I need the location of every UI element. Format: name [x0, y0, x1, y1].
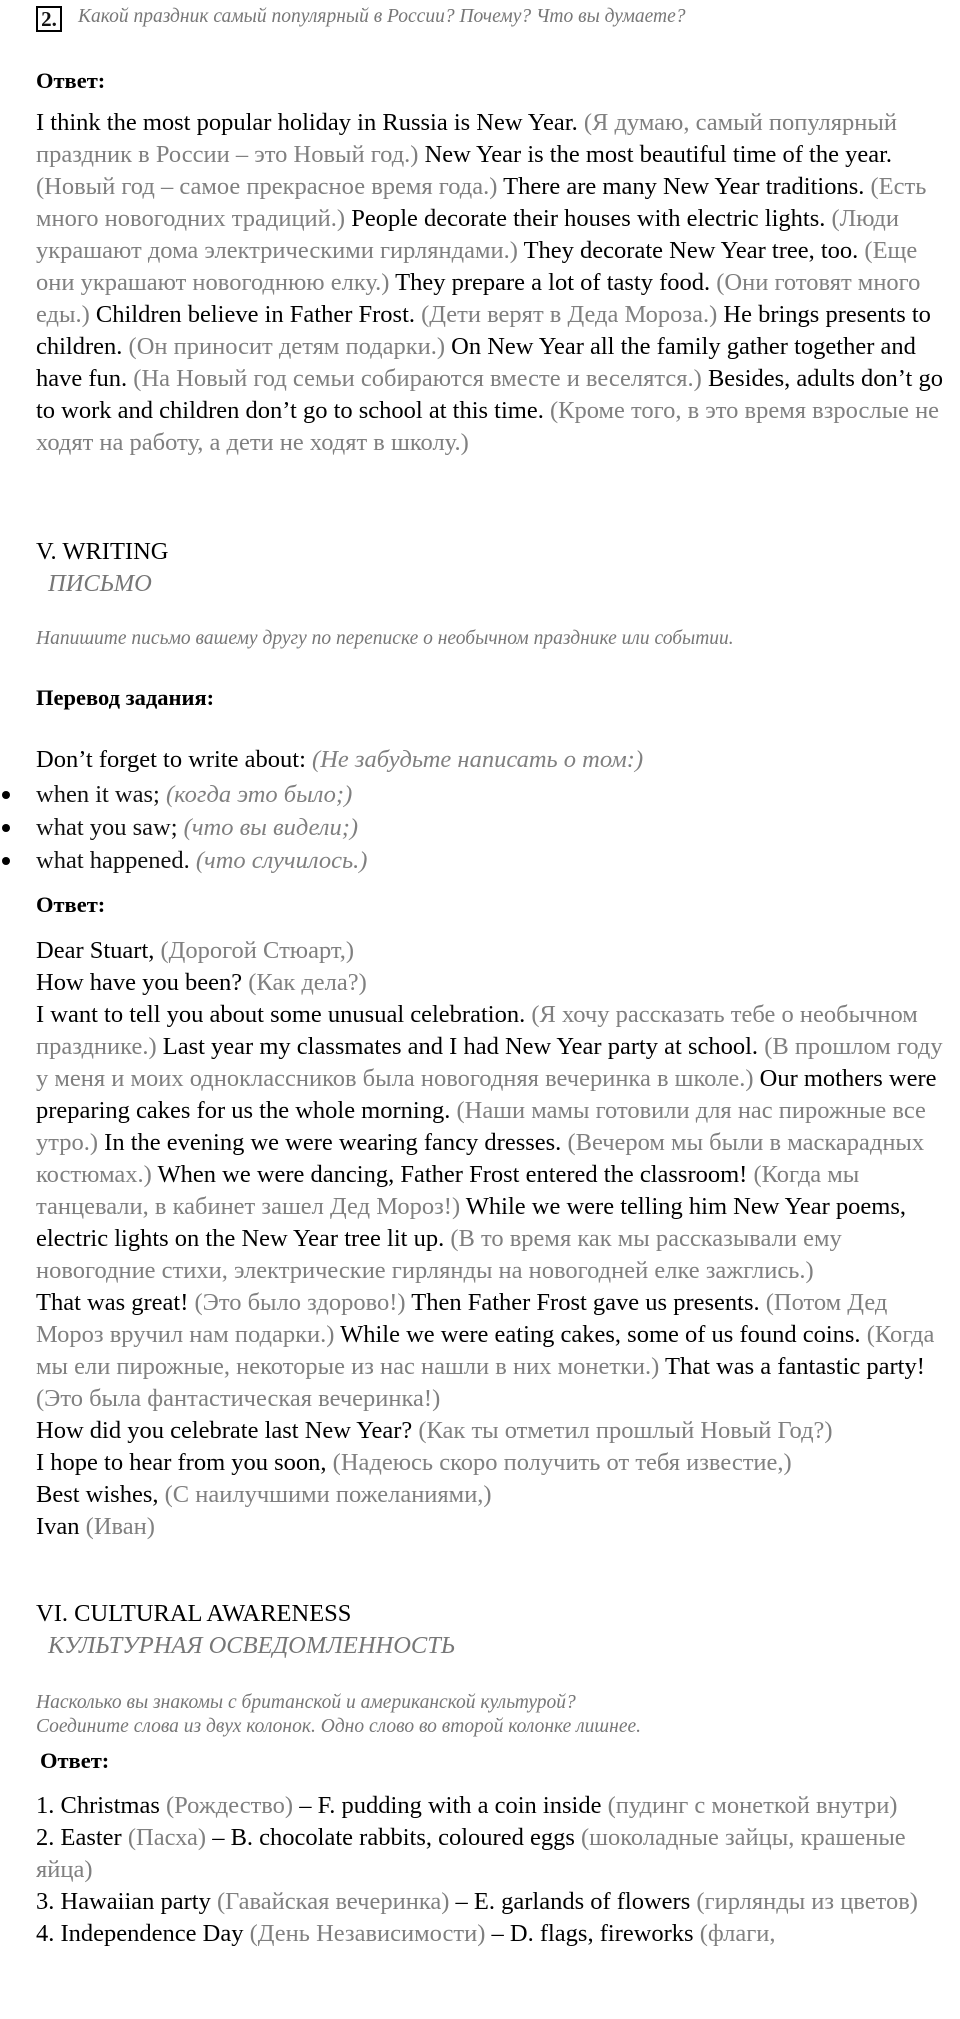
answer1-translation: (Я думаю, самый популярный праздник в России – это Новый год.): [36, 109, 897, 168]
answer-label: Ответ:: [36, 68, 106, 93]
letter-text: While we were eating cakes, some of us found coins.: [334, 1321, 861, 1348]
answer1-translation: (Они готовят много еды.): [36, 269, 921, 328]
letter-text: Ivan: [36, 1513, 80, 1540]
bullet-item: [0, 778, 367, 811]
answer1-sentence: I think the most popular holiday in Russia is New Year.: [36, 109, 578, 136]
bullet-text: what happened.: [36, 847, 190, 874]
answer1-sentence: People decorate their houses with electric lights.: [345, 205, 826, 232]
section6-task-line2: Соедините слова из двух колонок. Одно слово во второй колонке лишнее.: [36, 1716, 642, 1737]
answer1-sentence: They prepare a lot of tasty food.: [389, 269, 711, 296]
section5-task: Напишите письмо вашему другу по переписке о необычном празднике или событии.: [36, 628, 734, 649]
letter-text: When we were dancing, Father Frost entered the classroom!: [151, 1161, 748, 1188]
matching-answer-translation: (флаги,: [693, 1920, 776, 1947]
letter-block: [36, 935, 958, 1543]
matching-answer-translation: (гирлянды из цветов): [690, 1888, 918, 1915]
letter-text: While we were telling him New Year poems, electric lights on the New Year tree lit up.: [36, 1193, 907, 1252]
matching-term-translation: (День Независимости): [243, 1920, 486, 1947]
matching-term-translation: (Пасха): [121, 1824, 213, 1851]
matching-term-translation: (Рождество): [159, 1792, 294, 1819]
letter-text: I hope to hear from you soon,: [36, 1449, 327, 1476]
letter-answer-label: Ответ:: [36, 892, 106, 917]
matching-term: 3. Hawaiian party: [36, 1888, 211, 1915]
letter-translation: (В то время как мы рассказывали ему новогодние стихи, электрические гирлянды на новогодней елке зажглись.): [36, 1225, 842, 1284]
matching-term-translation: (Гавайская вечеринка): [210, 1888, 450, 1915]
matching-term: 2. Easter: [36, 1824, 122, 1851]
bullet-translation: (что случилось.): [195, 847, 368, 874]
letter-translation: (Вечером мы были в маскарадных костюмах.): [36, 1129, 925, 1188]
letter-text: Our mothers were preparing cakes for us the whole morning.: [36, 1065, 937, 1124]
answer1-translation: (Кроме того, в это время взрослые не ходят на работу, а дети не ходят в школу.): [36, 397, 940, 456]
answer1-sentence: Besides, adults don’t go to work and children don’t go to school at this time.: [36, 365, 943, 424]
task-bullet-list: [0, 778, 367, 877]
section5-intro: [36, 744, 643, 776]
answer1-sentence: He brings presents to children.: [36, 301, 931, 360]
letter-paragraph: [36, 1287, 958, 1415]
matching-item: [36, 1822, 958, 1886]
bullet-translation: (когда это было;): [165, 781, 353, 808]
letter-line: [36, 967, 958, 999]
matching-answer-translation: (пудинг с монеткой внутри): [601, 1792, 898, 1819]
matching-term: 4. Independence Day: [36, 1920, 244, 1947]
letter-line: [36, 1415, 958, 1447]
matching-answer: – E. garlands of flowers: [449, 1888, 691, 1915]
answer1-paragraph: [36, 107, 958, 459]
answer1-translation: (Дети верят в Деда Мороза.): [415, 301, 718, 328]
matching-answer: – D. flags, fireworks: [485, 1920, 694, 1947]
letter-translation: (Надеюсь скоро получить от тебя известие,): [326, 1449, 792, 1476]
task-number-box: 2.: [36, 6, 62, 32]
answer1-translation: (Он приносит детям подарки.): [122, 333, 446, 360]
answer1-sentence: On New Year all the family gather together and have fun.: [36, 333, 916, 392]
letter-text: How have you been?: [36, 969, 243, 996]
section6-task-line1: Насколько вы знакомы с британской и американской культурой?: [36, 1692, 576, 1713]
letter-translation: (Когда мы ели пирожные, некоторые из нас нашли в них монетки.): [36, 1321, 935, 1380]
letter-text: Last year my classmates and I had New Year party at school.: [156, 1033, 759, 1060]
letter-translation: (Дорогой Стюарт,): [154, 937, 355, 964]
matching-answer: – B. chocolate rabbits, coloured eggs: [212, 1824, 575, 1851]
letter-translation: (Потом Дед Мороз вручил нам подарки.): [36, 1289, 888, 1348]
intro-text: Don’t forget to write about:: [36, 746, 306, 773]
letter-text: That was great!: [36, 1289, 189, 1316]
letter-translation: (Как ты отметил прошлый Новый Год?): [412, 1417, 833, 1444]
section6-answer-label: Ответ:: [40, 1748, 110, 1773]
bullet-text: what you saw;: [36, 814, 178, 841]
letter-translation: (Иван): [79, 1513, 155, 1540]
matching-list: [36, 1790, 958, 1950]
letter-translation: (Это было здорово!): [188, 1289, 406, 1316]
letter-text: How did you celebrate last New Year?: [36, 1417, 413, 1444]
letter-translation: (Наши мамы готовили для нас пирожные все утро.): [36, 1097, 926, 1156]
bullet-text: when it was;: [36, 781, 160, 808]
letter-translation: (Когда мы танцевали, в кабинет зашел Дед Мороз!): [36, 1161, 860, 1220]
answer1-translation: (Новый год – самое прекрасное время года.): [36, 173, 498, 200]
answer1-translation: (Есть много новогодних традиций.): [36, 173, 927, 232]
letter-translation: (Как дела?): [242, 969, 367, 996]
letter-line: [36, 1511, 958, 1543]
matching-item: [36, 1918, 958, 1950]
answer1-sentence: There are many New Year traditions.: [497, 173, 865, 200]
matching-answer: – F. pudding with a coin inside: [293, 1792, 602, 1819]
letter-text: Then Father Frost gave us presents.: [405, 1289, 760, 1316]
letter-text: I want to tell you about some unusual celebration.: [36, 1001, 526, 1028]
matching-item: [36, 1886, 958, 1918]
answer1-sentence: They decorate New Year tree, too.: [517, 237, 859, 264]
answer1-translation: (Еще они украшают новогоднюю елку.): [36, 237, 918, 296]
section5-title: V. WRITING: [36, 538, 169, 565]
answer1-sentence: Children believe in Father Frost.: [89, 301, 416, 328]
letter-translation: (В прошлом году у меня и моих одноклассников была новогодняя вечеринка в школе.): [36, 1033, 943, 1092]
answer1-translation: (На Новый год семьи собираются вместе и веселятся.): [127, 365, 702, 392]
letter-translation: (С наилучшими пожеланиями,): [158, 1481, 492, 1508]
letter-paragraph: [36, 999, 958, 1287]
matching-item: [36, 1790, 958, 1822]
letter-text: Best wishes,: [36, 1481, 159, 1508]
letter-translation: (Это была фантастическая вечеринка!): [36, 1385, 441, 1412]
letter-text: In the evening we were wearing fancy dresses.: [98, 1129, 562, 1156]
letter-line: [36, 1479, 958, 1511]
letter-text: That was a fantastic party!: [659, 1353, 925, 1380]
letter-translation: (Я хочу рассказать тебе о необычном празднике.): [36, 1001, 918, 1060]
answer1-translation: (Люди украшают дома электрическими гирляндами.): [36, 205, 899, 264]
translation-label: Перевод задания:: [36, 685, 215, 710]
intro-translation: (Не забудьте написать о том:): [312, 746, 644, 773]
section5-subtitle: ПИСЬМО: [48, 570, 152, 597]
matching-term: 1. Christmas: [36, 1792, 160, 1819]
section6-title: VI. CULTURAL AWARENESS: [36, 1600, 352, 1627]
answer1-sentence: New Year is the most beautiful time of the year.: [418, 141, 893, 168]
letter-line: [36, 1447, 958, 1479]
bullet-item: [0, 811, 367, 844]
letter-text: Dear Stuart,: [36, 937, 155, 964]
bullet-translation: (что вы видели;): [183, 814, 359, 841]
bullet-item: [0, 844, 367, 877]
task2-question: Какой праздник самый популярный в России? Почему? Что вы думаете?: [78, 6, 686, 27]
section6-subtitle: КУЛЬТУРНАЯ ОСВЕДОМЛЕННОСТЬ: [48, 1632, 456, 1659]
matching-answer-translation: (шоколадные зайцы, крашеные яйца): [36, 1824, 906, 1883]
letter-line: [36, 935, 958, 967]
